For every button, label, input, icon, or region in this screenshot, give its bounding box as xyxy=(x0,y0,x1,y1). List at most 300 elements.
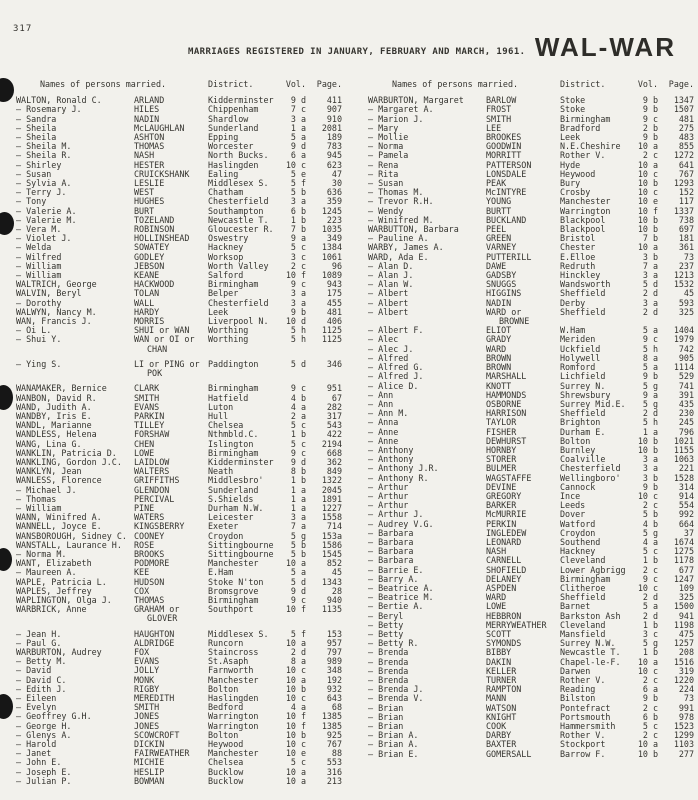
volume-cell: 2 d xyxy=(642,592,658,603)
district-cell: Epping xyxy=(208,132,239,143)
scan-artifact-blob xyxy=(0,694,13,719)
district-cell: Rother V. xyxy=(560,730,606,741)
district-cell: Middlesbro' xyxy=(208,475,264,486)
page-title: MARRIAGES REGISTERED IN JANUARY, FEBRUARY AND MARCH, 1961. xyxy=(188,47,526,57)
district-cell: Bradford xyxy=(560,122,601,133)
married-name-cell: — Oi L. xyxy=(16,325,52,336)
married-name-cell: WALWYN, Nancy M. xyxy=(16,306,97,317)
volume-cell: 6 a xyxy=(290,150,306,161)
married-name-cell: — Rena xyxy=(368,159,399,170)
page-ref-cell: 275 xyxy=(678,122,694,133)
district-cell: Sheffield xyxy=(560,592,606,603)
page-ref-cell: 677 xyxy=(678,564,694,575)
married-name-cell: — Brenda xyxy=(368,647,409,658)
married-name-cell: — Brenda V. xyxy=(368,693,424,704)
district-cell: Holywell xyxy=(560,352,601,363)
spouse-surname-cell: ARLAND xyxy=(134,95,165,106)
district-cell: Hyde xyxy=(560,159,581,170)
married-name-cell: — Sylvia A. xyxy=(16,178,72,189)
spouse-surname-cell: BIBBY xyxy=(486,647,512,658)
district-cell: Croydon xyxy=(208,530,244,541)
page-ref-cell: 1155 xyxy=(673,444,694,455)
district-cell: Worth Valley xyxy=(208,260,269,271)
married-name-cell: WANKLING, Gordon J.C. xyxy=(16,456,122,467)
district-cell: Manchester xyxy=(208,748,259,759)
page-ref-cell: 1343 xyxy=(321,576,342,587)
page-ref-cell: 1385 xyxy=(321,711,342,722)
page-ref-cell: 1178 xyxy=(673,555,694,566)
district-cell: N.E.Cheshire xyxy=(560,141,621,152)
volume-cell: 10 c xyxy=(637,582,658,593)
married-name-cell: — Terry J. xyxy=(16,187,67,198)
district-cell: S.Shields xyxy=(208,493,254,504)
district-cell: Islington xyxy=(208,438,254,449)
married-name-cell: — Sandra xyxy=(16,113,57,124)
spouse-surname-cell: ELIOT xyxy=(486,325,512,336)
married-name-cell: — Bertie A. xyxy=(368,601,424,612)
page-ref-cell: 1103 xyxy=(673,739,694,750)
married-name-cell: — Brian xyxy=(368,702,404,713)
district-cell: Kidderminster xyxy=(208,95,274,106)
spouse-surname-cell: LI or PING or POK xyxy=(134,358,200,379)
married-name-cell: WANDBY, Iris E. xyxy=(16,410,92,421)
page-ref-cell: 767 xyxy=(326,739,342,750)
district-cell: Watford xyxy=(560,518,596,529)
volume-cell: 9 b xyxy=(642,481,658,492)
married-name-cell: WANAMAKER, Bernice xyxy=(16,383,107,394)
district-cell: Chesterfield xyxy=(208,196,269,207)
spouse-surname-cell: GADSBY xyxy=(486,270,517,281)
married-name-cell: — Edith J. xyxy=(16,683,67,694)
volume-cell: 10 a xyxy=(285,674,306,685)
volume-cell: 4 a xyxy=(290,702,306,713)
volume-cell: 3 b xyxy=(642,251,658,262)
volume-cell: 2 c xyxy=(290,260,306,271)
page-ref-cell: 925 xyxy=(326,729,342,740)
volume-cell: 10 d xyxy=(285,316,306,327)
married-name-cell: — Vera M. xyxy=(16,224,62,235)
spouse-surname-cell: MORRITT xyxy=(486,150,522,161)
spouse-surname-cell: McINTYRE xyxy=(486,187,527,198)
spouse-surname-cell: GRIFFITHS xyxy=(134,475,180,486)
volume-cell: 5 h xyxy=(642,343,658,354)
spouse-surname-cell: TURNER xyxy=(486,675,517,685)
page-ref-cell: 391 xyxy=(678,389,694,400)
district-cell: Blackpool xyxy=(560,214,606,225)
married-name-cell: — Brenda xyxy=(368,656,409,667)
volume-cell: 5 d xyxy=(642,279,658,290)
spouse-surname-cell: WAGSTAFFE xyxy=(486,472,532,483)
table-row xyxy=(368,750,694,759)
married-name-cell: — Harold xyxy=(16,739,57,750)
page-ref-cell: 317 xyxy=(326,410,342,421)
volume-cell: 1 b xyxy=(290,429,306,440)
header-names: Names of persons married. xyxy=(40,79,167,89)
page-ref-cell: 1337 xyxy=(673,205,694,216)
volume-cell: 10 c xyxy=(637,665,658,676)
spouse-surname-cell: KEE xyxy=(134,567,150,578)
district-cell: Shrewsbury xyxy=(560,389,611,400)
page-ref-cell: 181 xyxy=(678,233,694,244)
page-ref-cell: 73 xyxy=(683,251,694,262)
volume-cell: 3 c xyxy=(642,628,658,639)
volume-cell: 10 c xyxy=(285,665,306,676)
spouse-surname-cell: HILES xyxy=(134,104,160,115)
spouse-surname-cell: SMITH xyxy=(134,702,160,713)
volume-cell: 10 c xyxy=(285,693,306,703)
married-name-cell: — Anne xyxy=(368,435,399,446)
page-ref-cell: 910 xyxy=(326,113,342,124)
page-ref-cell: 957 xyxy=(326,637,342,648)
spouse-surname-cell: TOZELAND xyxy=(134,214,175,225)
volume-cell: 5 a xyxy=(642,601,658,612)
married-name-cell: — David C. xyxy=(16,674,67,685)
spouse-surname-cell: MORRIS xyxy=(134,316,165,327)
district-cell: Heywood xyxy=(208,739,244,750)
page-ref-cell: 641 xyxy=(678,159,694,170)
volume-cell: 10 f xyxy=(285,711,306,722)
page-ref-cell: 2045 xyxy=(321,484,342,495)
volume-cell: 5 c xyxy=(290,242,306,253)
page-ref-cell: 348 xyxy=(326,665,342,676)
volume-cell: 2 c xyxy=(642,500,658,511)
district-cell: Bolton xyxy=(560,435,591,446)
married-name-cell: — Pamela xyxy=(368,150,409,161)
married-name-cell: — Arthur xyxy=(368,500,409,511)
spouse-surname-cell: GRADY xyxy=(486,334,512,345)
volume-cell: 1 a xyxy=(290,122,306,133)
volume-cell: 10 b xyxy=(637,214,658,225)
district-cell: Bolton xyxy=(208,729,239,740)
married-name-cell: — Julian P. xyxy=(16,775,72,786)
spouse-surname-cell: GREEN xyxy=(486,233,512,244)
married-name-cell: — Anthony xyxy=(368,454,414,465)
married-name-cell: — Alan D. xyxy=(368,260,414,271)
married-name-cell: — Welda xyxy=(16,242,52,253)
spouse-surname-cell: DICKIN xyxy=(134,739,165,750)
page-ref-cell: 697 xyxy=(678,224,694,235)
married-name-cell: — Sheila M. xyxy=(16,141,72,152)
married-name-cell: — Alfred G. xyxy=(368,362,424,373)
volume-cell: 6 b xyxy=(290,205,306,216)
spouse-surname-cell: GODLEY xyxy=(134,251,165,262)
district-cell: Stoke xyxy=(560,95,586,106)
volume-cell: 8 b xyxy=(290,466,306,477)
district-cell: Hatfield xyxy=(208,392,249,403)
married-name-cell: — Betty R. xyxy=(368,638,419,649)
volume-cell: 5 c xyxy=(290,757,306,768)
spouse-surname-cell: BUCKLAND xyxy=(486,214,527,225)
spouse-surname-cell: DEVINE xyxy=(486,481,517,492)
married-name-cell: — Sheila xyxy=(16,122,57,133)
volume-cell: 1 b xyxy=(290,214,306,225)
spouse-surname-cell: CLARK xyxy=(134,383,160,394)
spouse-surname-cell: HESLIP xyxy=(134,766,165,777)
page-ref-cell: 1114 xyxy=(673,362,694,373)
married-name-cell: WARBY, James A. xyxy=(368,242,444,253)
district-cell: Manchester xyxy=(560,196,611,207)
spouse-surname-cell: ROSE xyxy=(134,539,155,550)
volume-cell: 2 c xyxy=(642,564,658,575)
married-name-cell: — Betty xyxy=(368,619,404,630)
spouse-surname-cell: JOLLY xyxy=(134,665,160,676)
district-cell: Clitheroe xyxy=(560,582,606,593)
married-name-cell: WALTRICH, George xyxy=(16,279,97,290)
spouse-surname-cell: COX xyxy=(134,585,150,596)
volume-cell: 4 b xyxy=(642,518,658,529)
volume-cell: 8 a xyxy=(290,656,306,667)
spouse-surname-cell: GOODWIN xyxy=(486,141,522,152)
page-ref-cell: 742 xyxy=(678,343,694,354)
married-name-cell: — Trevor R.H. xyxy=(368,196,434,207)
district-cell: Warrington xyxy=(208,720,259,731)
district-cell: Kidderminster xyxy=(208,456,274,467)
married-name-cell: WARBRICK, Anne xyxy=(16,604,87,615)
page-ref-cell: 277 xyxy=(678,748,694,759)
page-ref-cell: 797 xyxy=(326,646,342,657)
volume-cell: 5 g xyxy=(290,530,306,541)
district-cell: Surrey N.W. xyxy=(560,638,616,649)
page-ref-cell: 796 xyxy=(678,426,694,437)
district-cell: Birmingham xyxy=(560,573,611,584)
married-name-cell: — Alice D. xyxy=(368,380,419,391)
page-ref-cell: 1257 xyxy=(673,638,694,649)
district-cell: Hinckley xyxy=(560,270,601,281)
page-ref-cell: 45 xyxy=(683,288,694,299)
district-cell: W.Ham xyxy=(560,325,586,336)
page-number: 317 xyxy=(13,24,33,34)
spouse-surname-cell: BARKER xyxy=(486,500,517,511)
spouse-surname-cell: MONK xyxy=(134,674,155,685)
married-name-cell: — Sheila xyxy=(16,132,57,143)
married-name-cell: — Alec J. xyxy=(368,343,414,354)
page-ref-cell: 189 xyxy=(326,132,342,143)
table-row xyxy=(368,308,694,326)
page-ref-cell: 237 xyxy=(678,260,694,271)
married-name-cell: — Brian xyxy=(368,711,404,722)
page-ref-cell: 849 xyxy=(326,466,342,477)
married-name-cell: — Janet xyxy=(16,748,52,759)
page-ref-cell: 553 xyxy=(326,757,342,768)
page-ref-cell: 117 xyxy=(678,196,694,207)
district-cell: Cleveland xyxy=(560,555,606,566)
spouse-surname-cell: CARNELL xyxy=(486,555,522,566)
district-cell: Birmingham xyxy=(208,383,259,394)
volume-cell: 10 f xyxy=(285,270,306,281)
volume-cell: 7 a xyxy=(290,521,306,532)
volume-cell: 9 d xyxy=(290,456,306,467)
page-ref-cell: 45 xyxy=(331,567,342,578)
spouse-surname-cell: BOWMAN xyxy=(134,775,165,786)
district-cell: Chesterfield xyxy=(560,463,621,474)
district-cell: E.Ham xyxy=(208,567,234,578)
page-ref-cell: 941 xyxy=(678,610,694,621)
married-name-cell: — Albert xyxy=(368,297,409,308)
spouse-surname-cell: NADIN xyxy=(134,113,160,124)
district-cell: Darwen xyxy=(560,665,591,676)
volume-cell: 5 f xyxy=(290,178,306,189)
district-cell: Chatham xyxy=(208,187,244,198)
married-name-cell: — Arthur xyxy=(368,490,409,501)
volume-cell: 2 d xyxy=(642,306,658,317)
page-ref-cell: 1021 xyxy=(673,435,694,446)
page-ref-cell: 1125 xyxy=(321,325,342,336)
married-name-cell: WANKLYN, Jean xyxy=(16,466,82,477)
spouse-surname-cell: DELANEY xyxy=(486,573,522,584)
married-name-cell: — Alan W. xyxy=(368,279,414,290)
page-ref-cell: 741 xyxy=(678,380,694,391)
spouse-surname-cell: LONSDALE xyxy=(486,168,527,179)
alphabetical-range-heading: WAL-WAR xyxy=(534,32,676,62)
spouse-surname-cell: VARNEY xyxy=(486,242,517,253)
volume-cell: 2 c xyxy=(642,675,658,685)
spouse-surname-cell: LEONARD xyxy=(486,536,522,547)
page-ref-cell: 152 xyxy=(678,187,694,198)
spouse-surname-cell: LOWE xyxy=(486,601,507,612)
district-cell: Birmingham xyxy=(208,594,259,605)
page-ref-cell: 1227 xyxy=(321,502,342,513)
volume-cell: 2 b xyxy=(642,122,658,133)
page-ref-cell: 361 xyxy=(678,242,694,253)
district-cell: Bromsgrove xyxy=(208,585,259,596)
spouse-surname-cell: HIGGINS xyxy=(486,288,522,299)
page-ref-cell: 435 xyxy=(678,398,694,409)
spouse-surname-cell: EVANS xyxy=(134,401,160,412)
district-cell: Worksop xyxy=(208,251,244,262)
page-ref-cell: 223 xyxy=(326,214,342,225)
district-cell: Bolton xyxy=(208,683,239,694)
volume-cell: 5 e xyxy=(290,168,306,179)
page-ref-cell: 623 xyxy=(326,159,342,170)
page-ref-cell: 2081 xyxy=(321,122,342,133)
spouse-surname-cell: PATTERSON xyxy=(486,159,532,170)
volume-cell: 8 a xyxy=(642,352,658,363)
volume-cell: 4 a xyxy=(642,536,658,547)
district-cell: Wellingboro' xyxy=(560,472,621,483)
spouse-surname-cell: HACKWOOD xyxy=(134,279,175,290)
district-cell: Chesterfield xyxy=(208,297,269,308)
married-name-cell: WAND, Judith A. xyxy=(16,401,92,412)
married-name-cell: — Wendy xyxy=(368,205,404,216)
married-name-cell: — Betty M. xyxy=(16,656,67,667)
page-ref-cell: 422 xyxy=(326,429,342,440)
married-name-cell: — Brian E. xyxy=(368,748,419,759)
married-name-cell: — Anthony R. xyxy=(368,472,429,483)
page-ref-cell: 855 xyxy=(678,141,694,152)
page-ref-cell: 1247 xyxy=(673,573,694,584)
page-ref-cell: 1674 xyxy=(673,536,694,547)
spouse-surname-cell: BROWN xyxy=(486,362,512,373)
married-name-cell: — David xyxy=(16,665,52,676)
volume-cell: 1 b xyxy=(642,647,658,658)
page-ref-cell: 783 xyxy=(326,141,342,152)
spouse-surname-cell: MARSHALL xyxy=(486,371,527,382)
volume-cell: 2 d xyxy=(642,610,658,621)
married-name-cell: — Thomas M. xyxy=(368,187,424,198)
page-ref-cell: 1586 xyxy=(321,539,342,550)
district-cell: Blackpool xyxy=(560,224,606,235)
district-cell: Redruth xyxy=(560,260,596,271)
married-name-cell: — Ying S. xyxy=(16,358,62,369)
married-name-cell: — Ann xyxy=(368,398,394,409)
page-ref-cell: 282 xyxy=(326,401,342,412)
page-ref-cell: 951 xyxy=(326,383,342,394)
page-ref-cell: 362 xyxy=(326,456,342,467)
spouse-surname-cell: NASH xyxy=(134,150,155,161)
volume-cell: 9 d xyxy=(290,141,306,152)
spouse-surname-cell: WEST xyxy=(134,187,155,198)
spouse-surname-cell: FORSHAW xyxy=(134,429,170,440)
married-name-cell: — William xyxy=(16,260,62,271)
district-cell: Burnley xyxy=(560,444,596,455)
volume-cell: 10 c xyxy=(637,187,658,198)
volume-cell: 9 b xyxy=(642,104,658,115)
district-cell: Portsmouth xyxy=(560,711,611,722)
volume-cell: 2 d xyxy=(642,288,658,299)
district-cell: Bucklow xyxy=(208,775,244,786)
spouse-surname-cell: BROWN xyxy=(486,352,512,363)
district-cell: Durham N.W. xyxy=(208,502,264,513)
district-cell: Surrey Mid.E. xyxy=(560,398,626,409)
spouse-surname-cell: TILLEY xyxy=(134,420,165,431)
page-ref-cell: 1135 xyxy=(321,604,342,615)
spouse-surname-cell: McLAUGHLAN xyxy=(134,122,185,133)
page-ref-cell: 325 xyxy=(678,306,694,317)
district-cell: Worthing xyxy=(208,325,249,336)
volume-cell: 1 b xyxy=(642,555,658,566)
volume-cell: 10 a xyxy=(637,656,658,667)
married-name-cell: — Barrie E. xyxy=(368,564,424,575)
married-name-cell: — Albert F. xyxy=(368,325,424,336)
married-name-cell: — Albert xyxy=(368,306,409,317)
married-name-cell: — Eileen xyxy=(16,693,57,703)
spouse-surname-cell: ASPDEN xyxy=(486,582,517,593)
district-cell: Exeter xyxy=(208,521,239,532)
page-ref-cell: 543 xyxy=(326,420,342,431)
volume-cell: 9 a xyxy=(642,389,658,400)
spouse-surname-cell: EVANS xyxy=(134,656,160,667)
district-cell: Worthing xyxy=(208,334,249,345)
married-name-cell: WARBUTTON, Barbara xyxy=(368,224,459,235)
volume-cell: 9 b xyxy=(642,95,658,106)
volume-cell: 10 c xyxy=(285,739,306,750)
spouse-surname-cell: PERCIVAL xyxy=(134,493,175,504)
spouse-surname-cell: THOMAS xyxy=(134,594,165,605)
married-name-cell: — Susan xyxy=(16,168,52,179)
page-ref-cell: 411 xyxy=(326,95,342,106)
page-ref-cell: 1384 xyxy=(321,242,342,253)
page-ref-cell: 1523 xyxy=(673,721,694,732)
district-cell: Hackney xyxy=(208,242,244,253)
spouse-surname-cell: LOWE xyxy=(134,447,155,458)
married-name-cell: — Alan J. xyxy=(368,270,414,281)
volume-cell: 7 b xyxy=(642,233,658,244)
district-cell: Cleveland xyxy=(560,619,606,630)
page-ref-cell: 1198 xyxy=(673,619,694,630)
page-ref-cell: 73 xyxy=(683,693,694,704)
married-name-cell: — William xyxy=(16,270,62,281)
district-cell: Chapel-le-F. xyxy=(560,656,621,667)
header-district: District. xyxy=(208,79,254,89)
married-name-cell: — Brian A. xyxy=(368,730,419,741)
page-ref-cell: 668 xyxy=(326,447,342,458)
page-ref-cell: 1322 xyxy=(321,475,342,486)
married-name-cell: — Susan xyxy=(368,178,404,189)
volume-cell: 6 b xyxy=(642,711,658,722)
header-page: Page. xyxy=(316,79,342,89)
married-name-cell: — Thomas xyxy=(16,493,57,504)
district-cell: Neath xyxy=(208,466,234,477)
